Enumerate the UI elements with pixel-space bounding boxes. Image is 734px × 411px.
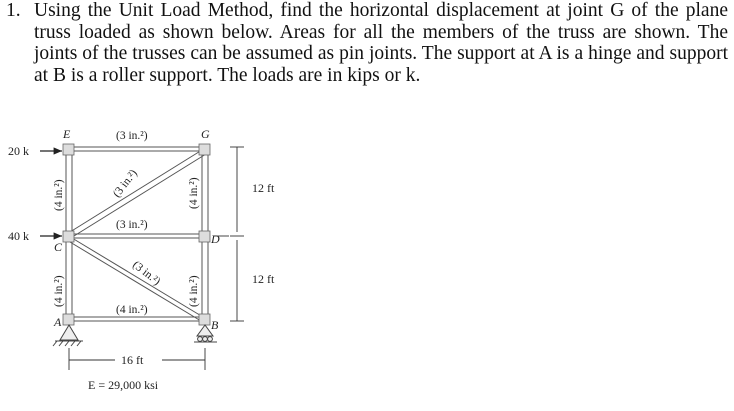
area-top-chord: (3 in.²)	[116, 130, 148, 142]
joint-label-D: D	[211, 232, 220, 246]
joint-C-plate	[63, 231, 74, 242]
dim-label-upper: 12 ft	[252, 181, 275, 195]
load-label-40k: 40 k	[8, 229, 29, 243]
dimension-lines	[69, 147, 244, 370]
modulus-label: E = 29,000 ksi	[88, 378, 159, 392]
joint-A-plate	[63, 314, 74, 325]
area-middle-chord: (3 in.²)	[116, 219, 148, 231]
joint-G-plate	[199, 144, 210, 155]
member-CD	[70, 234, 204, 238]
member-EG	[70, 147, 204, 151]
joint-D-plate	[199, 231, 210, 242]
area-left-upper-vertical: (4 in.²)	[53, 179, 65, 211]
joint-B-plate	[199, 314, 210, 325]
dim-label-width: 16 ft	[121, 353, 144, 367]
area-right-lower-vertical: (4 in.²)	[188, 275, 200, 307]
joint-E-plate	[63, 144, 74, 155]
joint-label-A: A	[54, 315, 62, 329]
area-upper-diagonal: (3 in.²)	[110, 167, 140, 200]
joint-label-G: G	[201, 127, 210, 141]
joint-label-E: E	[63, 127, 71, 141]
joint-label-C: C	[54, 240, 63, 254]
member-AB	[70, 317, 204, 321]
area-bottom-chord: (4 in.²)	[116, 304, 148, 316]
dim-label-lower: 12 ft	[252, 272, 275, 286]
area-left-lower-vertical: (4 in.²)	[53, 275, 65, 307]
joint-label-B: B	[211, 318, 219, 332]
area-lower-diagonal: (3 in.²)	[130, 258, 163, 288]
problem-number: 1.	[6, 0, 21, 21]
area-right-upper-vertical: (4 in.²)	[188, 177, 200, 209]
load-label-20k: 20 k	[8, 144, 29, 158]
problem-text: Using the Unit Load Method, find the horizontal displacement at joint G of the plane truss loaded as shown below. Areas for all the members of the truss are shown. The joints of the trusses can be assumed as pin joints. The support at A is a hinge and support at B is a roller support. The loads are in kips or k.	[34, 0, 728, 86]
